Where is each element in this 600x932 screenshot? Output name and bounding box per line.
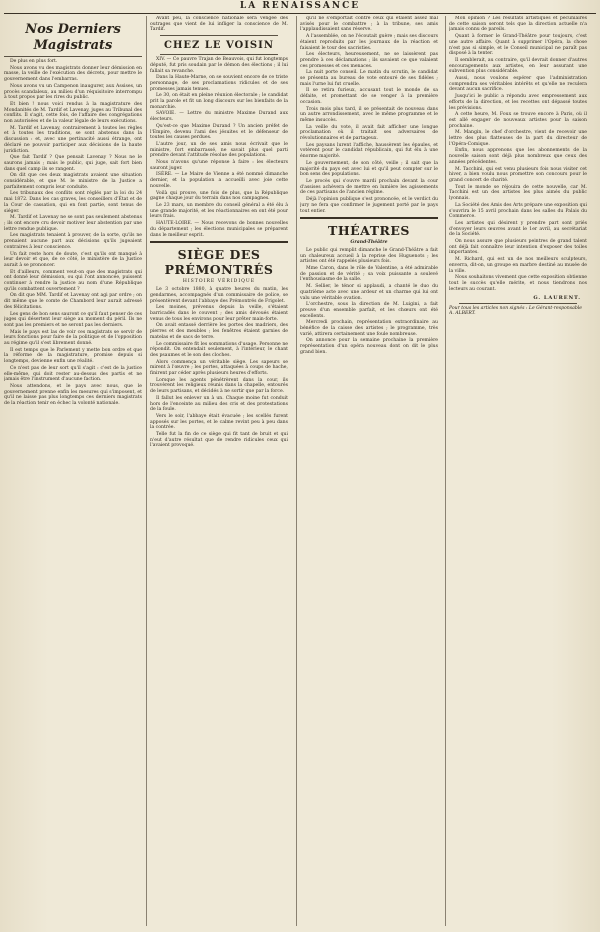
paragraph: M. Tardif et Lavenay ne se sont pas seulement abstenus ; ils ont encore cru devoir motiver leur abstention par une lettre rendue publique.: [4, 215, 142, 232]
paragraph: Le 3 octobre 1880, à quatre heures du matin, les gendarmes, accompagnés d'un commissaire de police, se présentèrent devant l'abbaye des Prémontrés de Frigolet.: [150, 287, 288, 304]
paragraph: Ce n'est pas de leur sort qu'il s'agit : c'est de la justice elle-même, qui doit rester au-dessus des partis et ne jamais être l'instrument d'aucune faction.: [4, 365, 142, 383]
paragraph: M. Richard, qui est un de nos meilleurs sculpteurs, enverra, dit-on, un groupe en marbre destiné au musée de la ville.: [449, 257, 587, 274]
paragraph: Et d'ailleurs, comment veut-on que des magistrats qui ont donné leur démission, ou qui l'ont annoncée, puissent continuer à rendre la justice au nom d'une République qu'ils combattent ouvertement ?: [4, 269, 142, 292]
paragraph: On avait entassé derrière les portes des madriers, des pierres et des meubles ; les fenêtres étaient garnies de matelas et de sacs de terre.: [150, 323, 288, 340]
paragraph: Le commissaire fit les sommations d'usage. Personne ne répondit. On entendait seulement, à l'intérieur, le chant des psaumes et le son des cloches.: [150, 341, 288, 358]
section-body: [150, 57, 288, 238]
paragraph: Mme Caron, dans le rôle de Valentine, a été admirable de passion et de vérité ; sa voix puissante a soulevé l'enthousiasme de la salle.: [300, 266, 438, 283]
paragraph: Mon opinion ? Les résultats artistiques et pécuniaires de cette saison seront tels que la direction actuelle n'a jamais connu de pareils.: [449, 16, 587, 33]
paragraph: M. Tacchini, qui est venu plusieurs fois nous visiter cet hiver, a bien voulu nous promettre son concours pour le grand concert de charité.: [449, 166, 587, 183]
article-continuation: [150, 16, 288, 33]
column-4: [449, 16, 587, 924]
paragraph: La Société des Amis des Arts prépare une exposition qui s'ouvrira le 15 avril prochain dans les salles du Palais du Commerce.: [449, 202, 587, 220]
paragraph: Dans la Haute-Marne, on se souvient encore de ce triste personnage, de ses proclamations ridicules et de ses promesses jamais tenues.: [150, 75, 288, 92]
paragraph: Il semblerait, au contraire, qu'il devrait donner d'autres encouragements aux artistes, en leur assurant une subvention plus considérable.: [449, 57, 587, 75]
paragraph: Le public qui remplit dimanche le Grand-Théâtre a fait un chaleureux accueil à la reprise des Huguenots ; les artistes ont été rappelés plusieurs fois.: [300, 247, 438, 265]
paragraph: Il fallut les enlever un à un. Chaque moine fut conduit hors de l'enceinte au milieu des cris et des protestations de la foule.: [150, 395, 288, 413]
paragraph: La veille du vote, il avait fait afficher une longue proclamation où il traitait ses adversaires de révolutionnaires et de partageux.: [300, 124, 438, 142]
column-2: [150, 16, 288, 924]
section-subtitle: HISTOIRE VÉRIDIQUE: [182, 279, 256, 285]
paragraph: On annonce pour la semaine prochaine la première représentation d'un opéra nouveau dont on dit le plus grand bien.: [300, 338, 438, 355]
paragraph: Les tribunaux des conflits sont réglés par la loi du 24 mai 1872. Dans les cas graves, les conseillers d'État et de la Cour de cassation, qui en font partie, sont tenus de siéger.: [4, 191, 142, 214]
paragraph: Les magistrats tenaient à prouver, de la sorte, qu'ils ne prenaient aucune part aux décisions qu'ils jugeaient contraires à leur conscience.: [4, 233, 142, 250]
signature: G. LAURENT.: [533, 295, 581, 302]
paragraph: Jusqu'ici le public a répondu avec empressement aux efforts de la direction, et les recettes ont dépassé toutes les prévisions.: [449, 94, 587, 111]
column-1: [4, 16, 142, 924]
paragraph: Nous avons vu un Campenon inaugurer, aux Assises, un procès scandaleux, au milieu d'un réquisitoire interrompu à tout propos par les rires du public.: [4, 83, 142, 101]
paragraph: Le 23 mars, un membre du conseil général a été élu à une grande majorité, et les réactionnaires en ont été pour leurs frais.: [150, 202, 288, 220]
paragraph: A cette heure, M. Foux se trouve encore à Paris, où il est allé engager de nouveaux artistes pour la saison prochaine.: [449, 112, 587, 129]
paragraph: Les électeurs, heureusement, ne se laissèrent pas prendre à ces déclamations ; ils savaient ce que valaient ces promesses et ces menaces.: [300, 52, 438, 69]
paragraph: Nous n'avons qu'une réponse à faire : les électeurs sauront juger.: [150, 160, 288, 171]
paragraph: Et bien ! nous voici rendus à la magistrature des Mondanités de M. Tardif et Lavenay, juges au Tribunal des conflits. Il s'agit, cette fois, de l'affaire des congrégations non autorisées et de la valeur légale de leurs exécutions.: [4, 101, 142, 125]
paragraph: Quant à former le Grand-Théâtre pour toujours, c'est une autre affaire. Quant à supprimer l'Opéra, la chose n'est pas si simple, et le Conseil municipal ne paraît pas disposé à la tenter.: [449, 34, 587, 57]
paragraph: Voilà qui prouve, une fois de plus, que la République gagne chaque jour du terrain dans nos campagnes.: [150, 190, 288, 202]
paragraph: XIV. — Ce pauvre Trajan de Beauvois, qui fut longtemps député, fut pris soudain par le démon des élections ; il lui fallait sa revanche.: [150, 57, 288, 74]
section-title: SIÈGE DES PRÉMONTRÉS: [164, 247, 274, 278]
paragraph: Un fait reste hors de doute, c'est qu'ils ont manqué à leur devoir et que, de ce côté, le ministère de la Justice aurait à se prononcer.: [4, 251, 142, 268]
paragraph: La nuit porte conseil. Le matin du scrutin, le candidat se présenta au bureau de vote entouré de ses fidèles ; mais l'urne lui fut cruelle.: [300, 70, 438, 87]
footer-note: Pour tous les articles non signés : Le Gérant-responsable A. ALBERT.: [449, 306, 582, 317]
section-rule: [300, 217, 438, 219]
paragraph: On dit que MM. Tardif et Lavenay ont agi par ordre ; on dit même que le comte de Chambord leur aurait adressé des félicitations.: [4, 293, 142, 310]
paragraph: On dit que ces deux magistrats avaient une situation considérable, et que M. le ministre de la Justice a parfaitement compris leur conduite.: [4, 173, 142, 190]
article-continuation: [449, 16, 587, 292]
paragraph: Nous avons vu des magistrats donner leur démission en masse, la veille de l'exécution des décrets, pour mettre le gouvernement dans l'embarras.: [4, 65, 142, 83]
paragraph: On nous assure que plusieurs peintres de grand talent ont déjà fait connaître leur intention d'exposer des toiles importantes.: [449, 239, 587, 256]
paragraph: Le procès qui s'ouvre mardi prochain devant la cour d'assises achèvera de mettre en lumière les agissements de ces partisans de l'ancien régime.: [300, 178, 438, 196]
section-title: CHEZ LE VOISIN: [164, 40, 274, 52]
paragraph: A l'assemblée, on ne l'écoutait guère ; mais ses discours étaient reproduits par les journaux de la réaction et faisaient le tour des sacristies.: [300, 34, 438, 51]
paragraph: Il est temps que le Parlement y mette bon ordre et que la réforme de la magistrature, promise depuis si longtemps, devienne enfin une réalité.: [4, 347, 142, 365]
article-title: Nos Derniers Magistrats: [4, 22, 142, 57]
paragraph: M. Tardif et Lavenay, contrairement à toutes les règles et à toutes les traditions, se sont abstenus dans la discussion : et, avec une pertinacité aussi étrange, ont déclaré ne pouvoir participer aux décisions de la haute juridiction.: [4, 125, 142, 154]
paragraph: Lorsque les agents pénétrèrent dans la cour, ils trouvèrent les religieux réunis dans la chapelle, entourés de leurs partisans, et décidés à ne sortir que par la force.: [150, 377, 288, 395]
paragraph: SAVOIE. — Lettre du ministre Maxime Durand aux électeurs.: [150, 111, 288, 123]
column-rule: [146, 16, 147, 926]
paragraph: Nous souhaitons vivement que cette exposition obtienne tout le succès qu'elle mérite, et nous tiendrons nos lecteurs au courant.: [449, 275, 587, 292]
masthead: LA RENAISSANCE: [239, 1, 361, 11]
paragraph: Aussi, nous voulons espérer que l'administration comprendra ses véritables intérêts et qu'elle ne reculera devant aucun sacrifice.: [449, 76, 587, 93]
paragraph: Le gouvernement, de son côté, veille ; il sait que la majorité du pays est avec lui et qu'il peut compter sur le bon sens des populations.: [300, 160, 438, 178]
masthead-rule: [4, 13, 596, 14]
paragraph: Tout le monde se réjouira de cette nouvelle, car M. Tacchini est un des artistes les plus aimés du public lyonnais.: [449, 184, 587, 202]
paragraph: qu'il ne s'emportait contre ceux qui étaient assez mal avisés pour le combattre ; à la tribune, ses amis l'applaudissaient sans réserve.: [300, 16, 438, 33]
section-body: [300, 248, 438, 356]
paragraph: HAUTE-LOIRE. — Nous recevons de bonnes nouvelles du département ; les élections municipales se préparent dans le meilleur esprit.: [150, 221, 288, 238]
column-rule: [296, 16, 297, 926]
article-continuation: [300, 16, 438, 214]
paragraph: Il se retira furieux, accusant tout le monde de sa défaite, et promettant de se venger à la première occasion.: [300, 88, 438, 105]
section-title: THÉATRES: [328, 223, 410, 239]
paragraph: Les paysans lurent l'affiche, haussèrent les épaules, et votèrent pour le candidat républicain, qui fut élu à une énorme majorité.: [300, 142, 438, 160]
paragraph: Mais le pays est las de voir ces magistrats se servir de leurs fonctions pour faire de la politique et de l'opposition au régime qu'il s'est librement donné.: [4, 329, 142, 347]
column-rule: [445, 16, 446, 926]
section-subtitle: Grand-Théâtre: [350, 240, 388, 246]
section-rule: [160, 54, 278, 55]
paragraph: Avant peu, la conscience nationale sera vengée des outrages que vient de lui infliger la conscience de M. Tardif.: [150, 16, 288, 33]
paragraph: Les gens de bon sens sauront ce qu'il faut penser de ces juges qui désertent leur siège au moment du péril. Ils ne sont pas les premiers et ne seront pas les derniers.: [4, 311, 142, 328]
paragraph: Enfin, nous apprenons que les abonnements de la nouvelle saison sont déjà plus nombreux que ceux des années précédentes.: [449, 148, 587, 165]
paragraph: Trois mois plus tard, il se présentait de nouveau dans un autre arrondissement, avec le même programme et le même insuccès.: [300, 106, 438, 123]
paragraph: Les artistes qui désirent y prendre part sont priés d'envoyer leurs œuvres avant le 1er avril, au secrétariat de la Société.: [449, 220, 587, 238]
section-body: [150, 287, 288, 449]
column-3: [300, 16, 438, 924]
paragraph: M. Mangin, le chef d'orchestre, vient de recevoir une lettre des plus flatteuses de la part du directeur de l'Opéra-Comique.: [449, 130, 587, 147]
paragraph: Nous attendons, et le pays avec nous, que le gouvernement prenne enfin les mesures qui s'imposent, et qu'il ne laisse pas plus longtemps ces derniers magistrats de la réaction tenir en échec la volonté nationale.: [4, 383, 142, 407]
paragraph: ISÈRE. — Le Maire de Vienne a été nommé dimanche dernier, et la population a accueilli avec joie cette nouvelle.: [150, 172, 288, 189]
paragraph: Qu'est-ce que Maxime Durand ? Un ancien préfet de l'Empire, devenu l'ami des jésuites et le défenseur de toutes les causes perdues.: [150, 123, 288, 141]
paragraph: Que fait Tardif ? Que pensait Lavenay ? Nous ne le saurons jamais ; mais le public, qui juge, sait fort bien dans quel camp ils se rangent.: [4, 155, 142, 172]
article-body: [4, 59, 142, 407]
paragraph: Alors commença un véritable siège. Les sapeurs se mirent à l'œuvre ; les portes, attaquées à coups de hache, finirent par céder après plusieurs heures d'efforts.: [150, 359, 288, 377]
paragraph: L'autre jour, un de ses amis nous écrivait que le ministre, fort embarrassé, ne savait plus quel parti prendre devant l'attitude résolue des populations.: [150, 141, 288, 159]
paragraph: Le 30, on était en pleine réunion électorale ; le candidat prit la parole et fit un long discours sur les bienfaits de la monarchie.: [150, 93, 288, 110]
paragraph: Les moines, prévenus depuis la veille, s'étaient barricadés dans le couvent ; des amis dévoués étaient venus de tous les environs pour leur prêter main-forte.: [150, 305, 288, 322]
paragraph: De plus en plus fort.: [10, 59, 58, 64]
paragraph: Mercredi prochain, représentation extraordinaire au bénéfice de la caisse des artistes ; le programme, très varié, attirera certainement une foule nombreuse.: [300, 320, 438, 337]
paragraph: M. Sellier, le ténor si applaudi, a chanté le duo du quatrième acte avec une ardeur et un charme qui lui ont valu une véritable ovation.: [300, 284, 438, 301]
section-rule: [150, 241, 288, 243]
paragraph: Vers le soir, l'abbaye était évacuée ; les scellés furent apposés sur les portes, et le calme revint peu à peu dans la contrée.: [150, 413, 288, 431]
paragraph: Telle fut la fin de ce siège qui fit tant de bruit et qui n'eut d'autre résultat que de rendre ridicules ceux qui l'avaient provoqué.: [150, 432, 288, 449]
section-rule: [459, 303, 577, 304]
paragraph: L'orchestre, sous la direction de M. Luigini, a fait preuve d'un ensemble parfait, et les chœurs ont été excellents.: [300, 302, 438, 319]
paragraph: Déjà l'opinion publique s'est prononcée, et le verdict du jury ne fera que confirmer le jugement porté par le pays tout entier.: [300, 197, 438, 214]
section-rule: [160, 35, 278, 36]
